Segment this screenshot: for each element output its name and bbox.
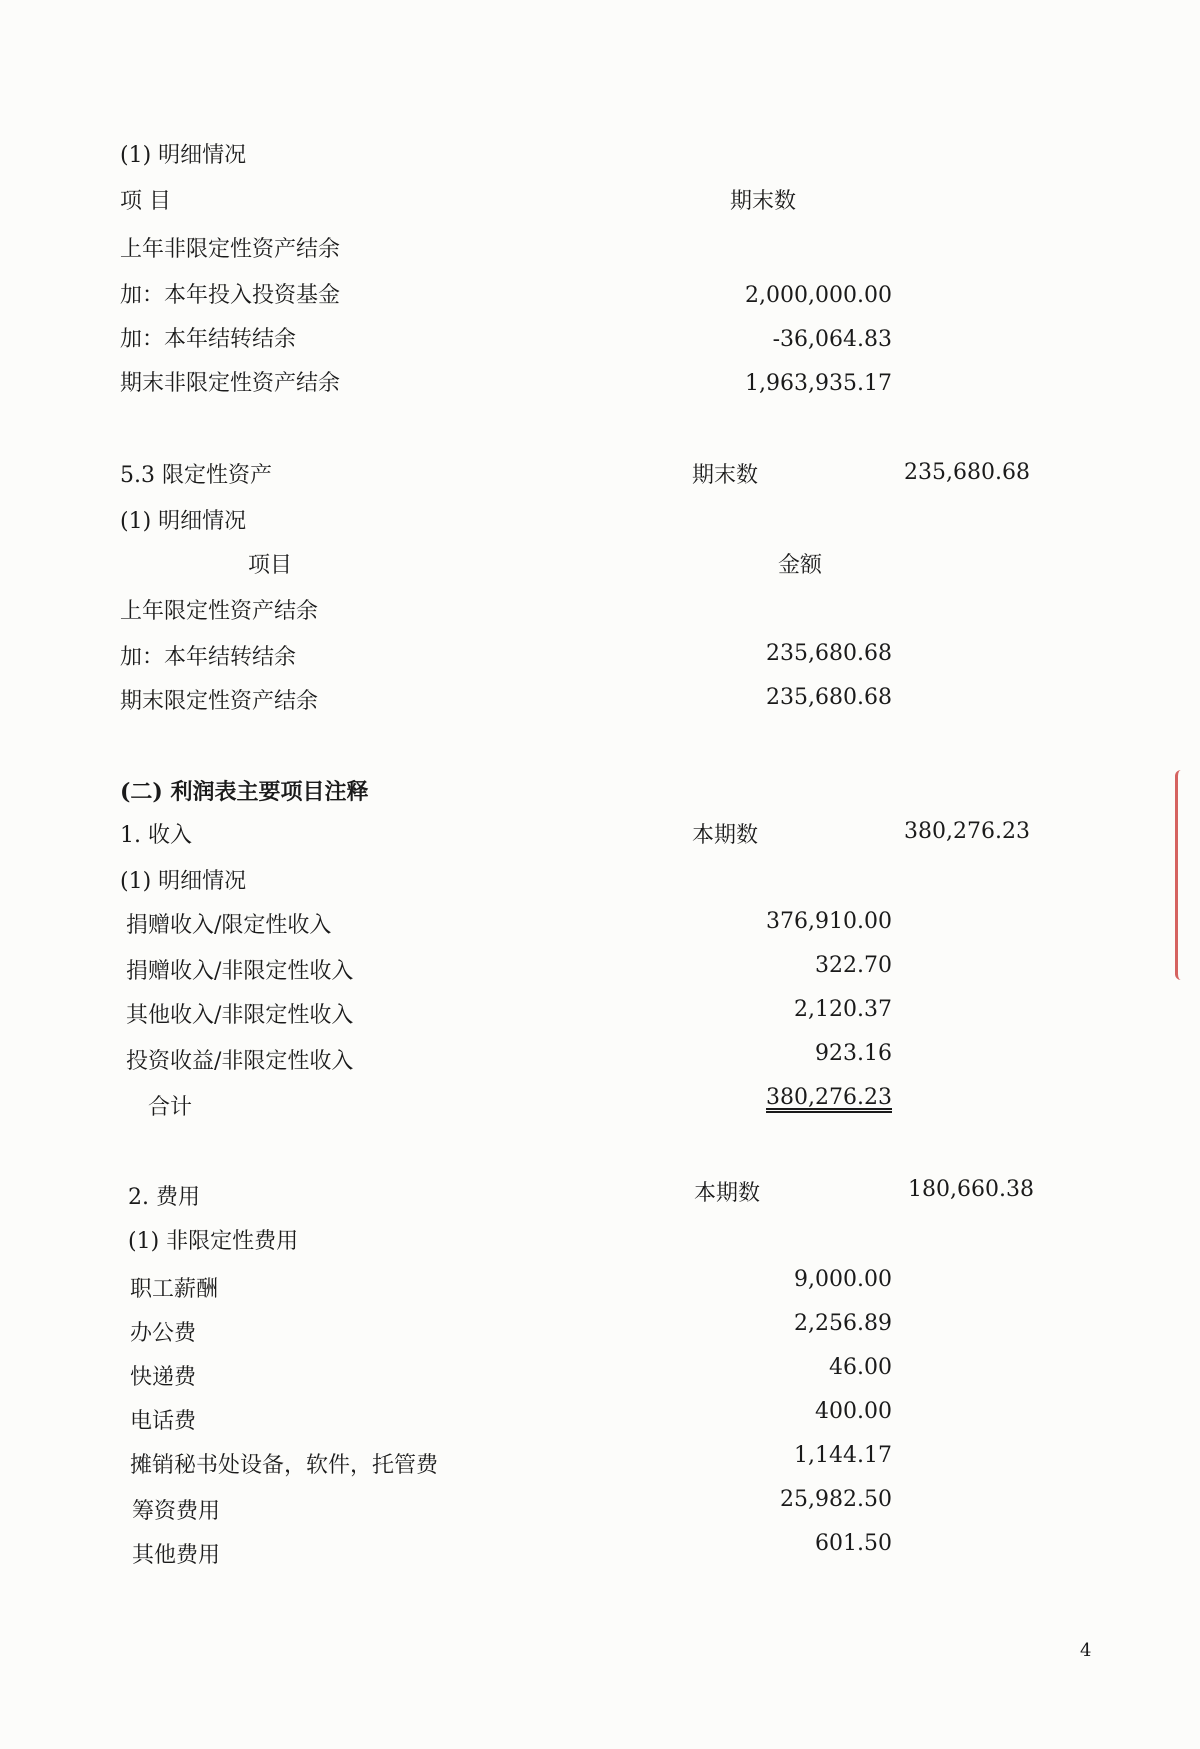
revenue-total-label: 合计 (148, 1095, 193, 1120)
row-label: 电话费 (130, 1409, 197, 1434)
row-label: 上年非限定性资产结余 (120, 237, 341, 262)
row-label: 职工薪酬 (130, 1277, 219, 1302)
row-value: 46.00 (829, 1355, 892, 1380)
row-label: 其他收入/非限定性收入 (126, 1003, 354, 1028)
revenue-col-header: 本期数 (692, 823, 759, 848)
row-label: 筹资费用 (132, 1499, 221, 1524)
col-item-header: 项目 (248, 553, 293, 578)
revenue-total-value: 380,276.23 (766, 1085, 892, 1110)
row-label: 期末限定性资产结余 (120, 689, 319, 714)
row-label: 加：本年投入投资基金 (120, 283, 341, 308)
row-label: 快递费 (130, 1365, 197, 1390)
restricted-assets-heading: 5.3 限定性资产 (120, 463, 272, 488)
row-label: 捐赠收入/非限定性收入 (126, 959, 354, 984)
row-value: -36,064.83 (772, 327, 892, 352)
restricted-total-value: 235,680.68 (904, 460, 1030, 485)
row-value: 25,982.50 (780, 1487, 892, 1512)
row-value: 376,910.00 (766, 909, 892, 934)
row-value: 1,144.17 (794, 1443, 892, 1468)
row-value: 2,256.89 (794, 1311, 892, 1336)
row-value: 2,000,000.00 (745, 283, 892, 308)
row-label: 投资收益/非限定性收入 (126, 1049, 354, 1074)
expenses-heading-value: 180,660.38 (908, 1177, 1034, 1202)
subheading-restricted-detail: (1) 明细情况 (120, 509, 247, 534)
page-number: 4 (1080, 1640, 1092, 1661)
row-label: 上年限定性资产结余 (120, 599, 319, 624)
row-value: 1,963,935.17 (745, 371, 892, 396)
subheading-revenue-detail: (1) 明细情况 (120, 869, 247, 894)
row-value: 400.00 (815, 1399, 892, 1424)
row-value: 2,120.37 (794, 997, 892, 1022)
col-amount-header: 金额 (778, 553, 823, 578)
row-label: 捐赠收入/限定性收入 (126, 913, 332, 938)
seal-stamp-edge (1175, 770, 1200, 980)
row-value: 601.50 (815, 1531, 892, 1556)
subheading-unrestricted-expenses: (1) 非限定性费用 (128, 1229, 299, 1254)
revenue-heading: 1. 收入 (120, 823, 192, 848)
row-value: 235,680.68 (766, 685, 892, 710)
row-label: 加：本年结转结余 (120, 645, 297, 670)
income-statement-heading: (二) 利润表主要项目注释 (120, 779, 369, 805)
expenses-col-header: 本期数 (694, 1181, 761, 1206)
row-value: 322.70 (815, 953, 892, 978)
row-value: 235,680.68 (766, 641, 892, 666)
row-label: 摊销秘书处设备，软件，托管费 (130, 1453, 439, 1478)
row-label: 加：本年结转结余 (120, 327, 297, 352)
col-period-end-header: 期末数 (730, 189, 797, 214)
row-value: 9,000.00 (794, 1267, 892, 1292)
row-label: 其他费用 (132, 1543, 221, 1568)
expenses-heading: 2. 费用 (128, 1185, 200, 1210)
restricted-col-header: 期末数 (692, 463, 759, 488)
subheading-unrestricted-detail: (1) 明细情况 (120, 143, 247, 168)
col-item-header: 项 目 (120, 189, 171, 214)
revenue-heading-value: 380,276.23 (904, 819, 1030, 844)
row-label: 办公费 (130, 1321, 197, 1346)
row-value: 923.16 (815, 1041, 892, 1066)
row-label: 期末非限定性资产结余 (120, 371, 341, 396)
